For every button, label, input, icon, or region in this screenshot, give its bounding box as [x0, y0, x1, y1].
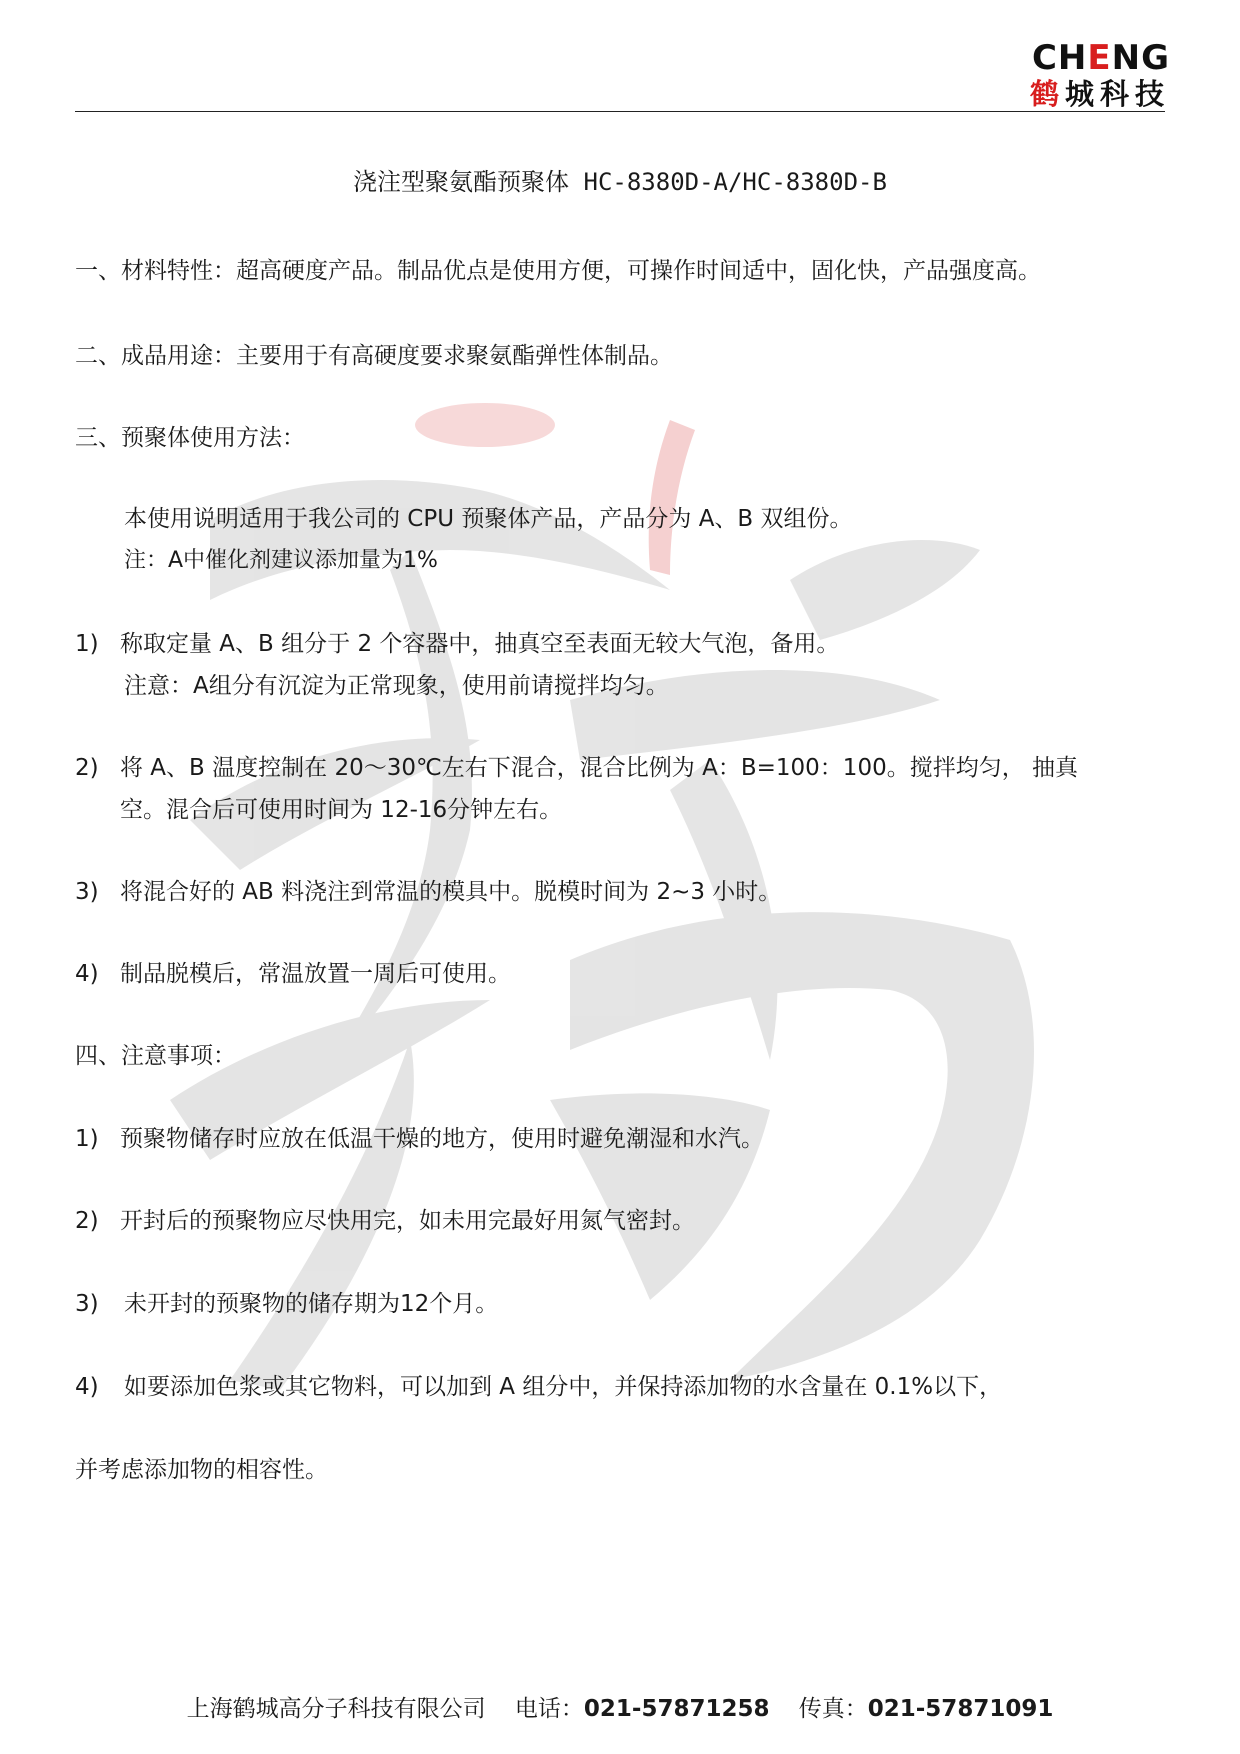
note-text: 预聚物储存时应放在低温干燥的地方，使用时避免潮湿和水汽。 — [120, 1126, 764, 1152]
step-number: 4) — [75, 961, 99, 987]
document-title: 浇注型聚氨酯预聚体 HC-8380D-A/HC-8380D-B — [353, 168, 887, 196]
note-number: 2) — [75, 1208, 99, 1234]
note-text: 未开封的预聚物的储存期为12个月。 — [124, 1291, 499, 1317]
note-text: 开封后的预聚物应尽快用完，如未用完最好用氮气密封。 — [120, 1208, 695, 1234]
step-1-note: 注意：A组分有沉淀为正常现象，使用前请搅拌均匀。 — [124, 673, 669, 699]
step-number: 3) — [75, 879, 99, 905]
step-2-continued: 空。混合后可使用时间为 12-16分钟左右。 — [120, 797, 563, 823]
note-text: 如要添加色浆或其它物料，可以加到 A 组分中，并保持添加物的水含量在 0.1%以下， — [124, 1374, 1003, 1400]
closing-line: 并考虑添加物的相容性。 — [75, 1457, 328, 1483]
step-text: 称取定量 A、B 组分于 2 个容器中，抽真空至表面无较大气泡，备用。 — [120, 631, 840, 657]
header-divider — [75, 111, 1165, 112]
footer-tel: 021-57871258 — [583, 1696, 770, 1722]
footer-tel-label: 电话： — [514, 1696, 584, 1722]
step-number: 2) — [75, 755, 99, 781]
step-text: 制品脱模后，常温放置一周后可使用。 — [120, 961, 511, 987]
logo-chinese: 鹤城科技 — [1029, 77, 1170, 111]
footer-company: 上海鹤城高分子科技有限公司 — [186, 1696, 486, 1722]
footer-fax-label: 传真： — [798, 1696, 868, 1722]
footer-fax: 021-57871091 — [867, 1696, 1054, 1722]
note-number: 1) — [75, 1126, 99, 1152]
footer-contact — [0, 1690, 1240, 1723]
section-3-heading: 三、预聚体使用方法： — [75, 425, 305, 451]
section-1-properties: 一、材料特性：超高硬度产品。制品优点是使用方便，可操作时间适中，固化快，产品强度高。 — [75, 258, 1041, 284]
company-logo — [990, 40, 1170, 112]
step-number: 1) — [75, 631, 99, 657]
section-3-intro: 本使用说明适用于我公司的 CPU 预聚体产品，产品分为 A、B 双组份。 — [124, 506, 853, 532]
section-4-heading: 四、注意事项： — [75, 1043, 236, 1069]
logo-english: CHENG — [1031, 38, 1170, 78]
step-text: 将 A、B 温度控制在 20～30℃左右下混合，混合比例为 A：B=100：100。搅拌均匀， 抽真 — [120, 755, 1079, 781]
section-3-note: 注：A中催化剂建议添加量为1% — [124, 548, 438, 573]
note-number: 3) — [75, 1291, 99, 1317]
section-2-usage: 二、成品用途：主要用于有高硬度要求聚氨酯弹性体制品。 — [75, 343, 673, 369]
step-text: 将混合好的 AB 料浇注到常温的模具中。脱模时间为 2~3 小时。 — [120, 879, 782, 905]
note-number: 4) — [75, 1374, 99, 1400]
